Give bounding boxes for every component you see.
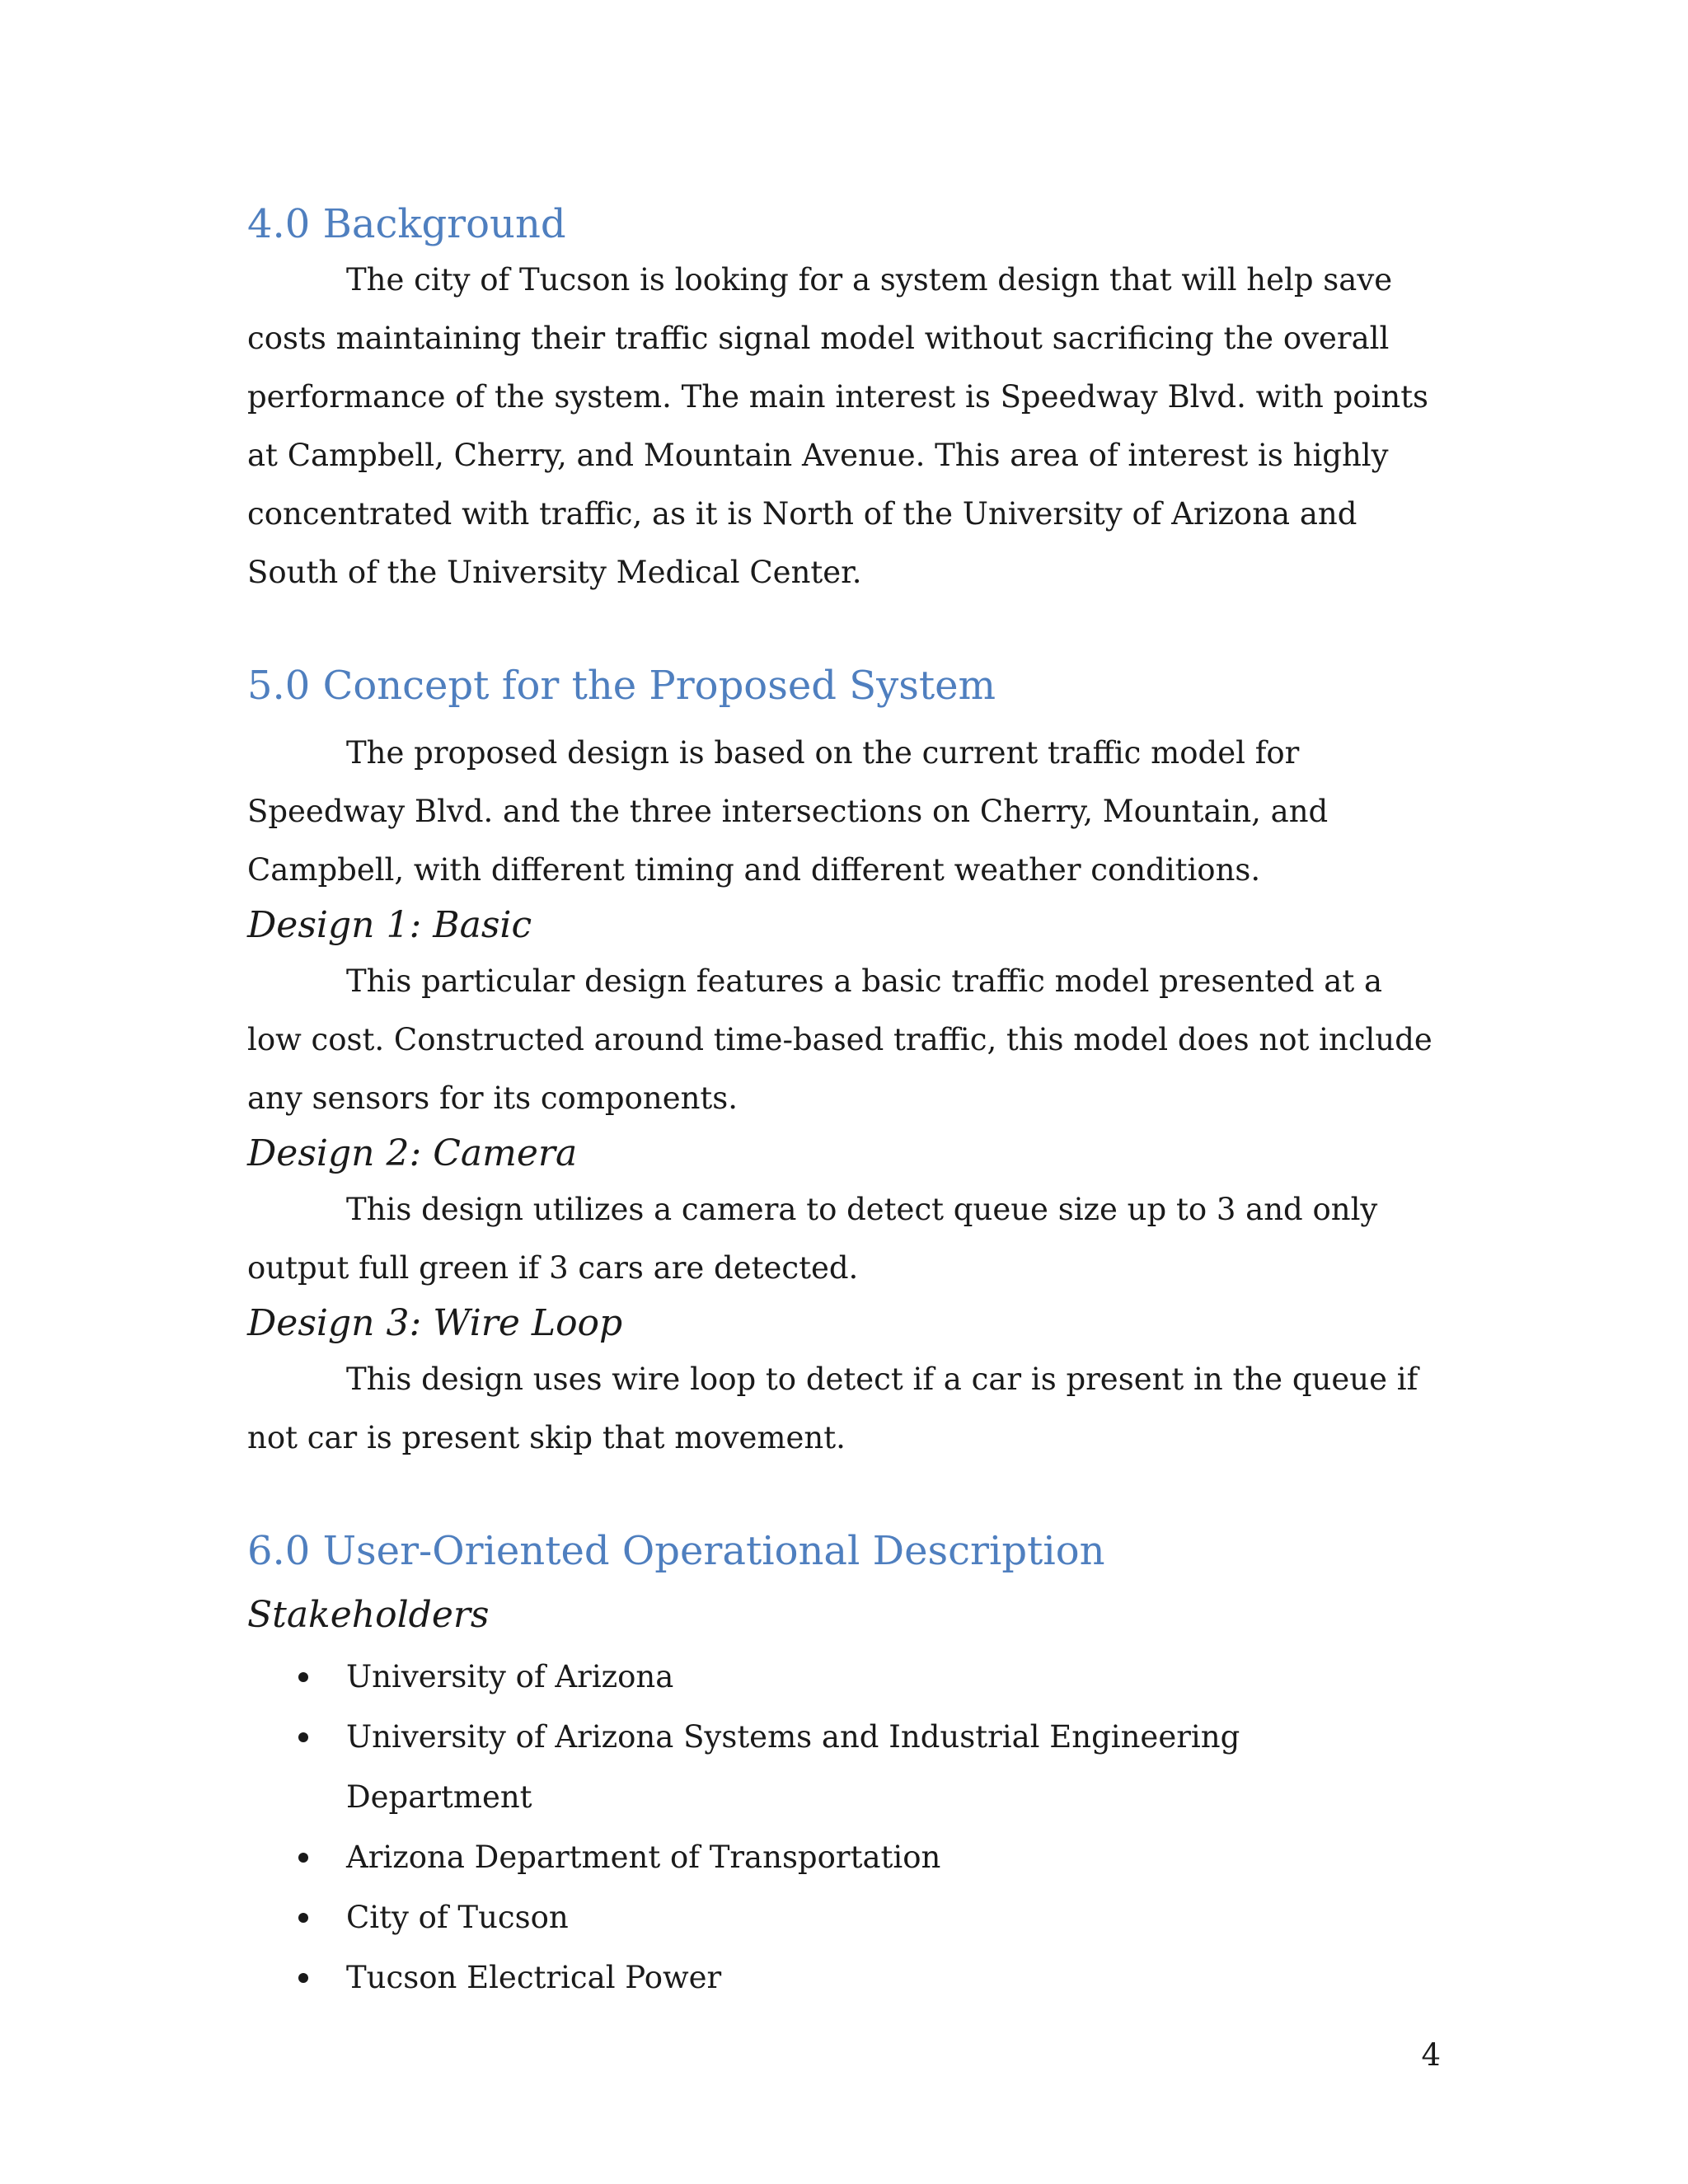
bullet-icon <box>298 1732 308 1742</box>
section-spacer <box>247 1467 1434 1525</box>
section-background <box>247 198 1434 602</box>
design-1-text: This particular design features a basic traffic model presented at a low cost. Constructed around time-based traffic, this model does not include any sensors for its components. <box>247 963 1432 1116</box>
list-item-text: University of Arizona <box>346 1659 674 1694</box>
list-item <box>247 1887 1434 1947</box>
heading-spacer <box>247 1577 1434 1589</box>
list-item <box>247 1707 1434 1827</box>
concept-paragraph: The proposed design is based on the current traffic model for Speedway Blvd. and the three intersections on Cherry, Mountain, and Campbell, with different timing and different weather conditions. <box>247 735 1329 888</box>
bullet-icon <box>298 1913 308 1923</box>
bullet-icon <box>298 1853 308 1863</box>
list-item-text: Tucson Electrical Power <box>346 1960 722 1995</box>
list-item-text: University of Arizona Systems and Industrial Engineering Department <box>346 1719 1240 1815</box>
section-spacer <box>247 602 1434 659</box>
list-item-text: City of Tucson <box>346 1900 569 1935</box>
design-3-text: This design uses wire loop to detect if a car is present in the queue if not car is present skip that movement. <box>247 1361 1418 1455</box>
list-item <box>247 1647 1434 1707</box>
background-paragraph: The city of Tucson is looking for a system design that will help save costs maintaining their traffic signal model without sacrificing the overall performance of the system. The main interest is Speedway Blvd. with points at Campbell, Cherry, and Mountain Avenue. This area of interest is highly concentrated with traffic, as it is North of the University of Arizona and South of the University Medical Center. <box>247 262 1429 590</box>
section-concept <box>247 659 1434 1467</box>
bullet-icon <box>298 1973 308 1983</box>
section-heading-user-oriented: 6.0 User-Oriented Operational Description <box>247 1528 1105 1574</box>
page-content <box>247 198 1434 2008</box>
page-number: 4 <box>1421 2037 1441 2073</box>
bullet-icon <box>298 1672 308 1682</box>
heading-spacer <box>247 712 1434 724</box>
list-item <box>247 1947 1434 2008</box>
design-1-title: Design 1: Basic <box>247 904 532 946</box>
design-2-title: Design 2: Camera <box>247 1132 578 1174</box>
section-heading-concept: 5.0 Concept for the Proposed System <box>247 663 996 709</box>
list-item <box>247 1827 1434 1887</box>
stakeholders-subheading: Stakeholders <box>247 1594 490 1636</box>
section-heading-background: 4.0 Background <box>247 201 566 247</box>
design-3-title: Design 3: Wire Loop <box>247 1302 623 1344</box>
design-2-text: This design utilizes a camera to detect queue size up to 3 and only output full green if 3 cars are detected. <box>247 1192 1378 1286</box>
section-user-oriented <box>247 1525 1434 2008</box>
stakeholders-list <box>247 1647 1434 2008</box>
list-item-text: Arizona Department of Transportation <box>346 1840 941 1875</box>
